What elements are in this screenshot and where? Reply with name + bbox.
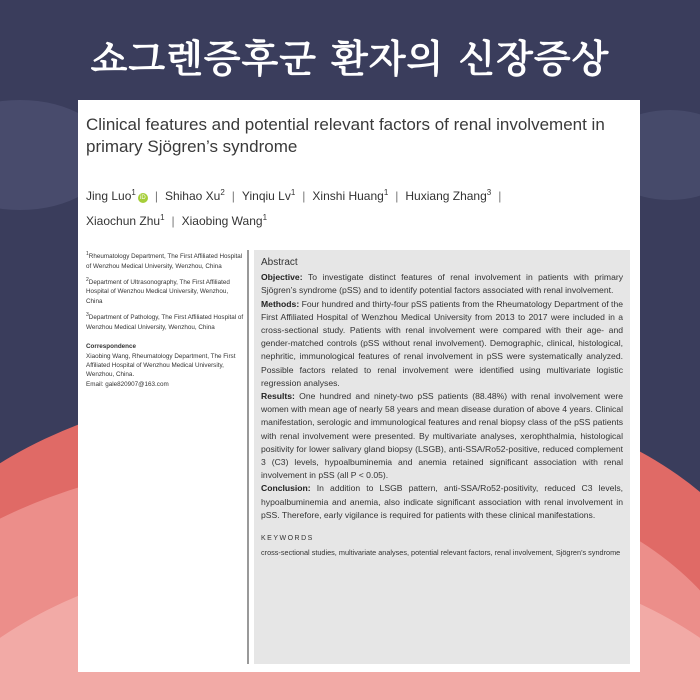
- author[interactable]: Huxiang Zhang$^3$: [405, 188, 492, 203]
- separator: |: [395, 189, 399, 203]
- keywords-text: cross-sectional studies, multivariate analyses, potential relevant factors, renal involvement, Sjögren’s syndrome: [261, 548, 621, 558]
- author[interactable]: Shihao Xu$^2$: [164, 188, 225, 203]
- separator: |: [498, 189, 502, 203]
- separator: |: [171, 214, 175, 228]
- abstract-conclusion: Conclusion: In addition to LSGB pattern, anti-SSA/Ro52-positivity, reduced C3 levels, hypoalbuminemia and anemia, also indicate significant association with renal involvement in pSS. Therefore, early vigilance is required for patients with these clinical manifestations.: [261, 483, 624, 520]
- paper-title: Clinical features and potential relevant factors of renal involvement in primary Sjögren’s syndrome: [86, 115, 605, 156]
- correspondence-heading: Correspondence: [86, 343, 137, 351]
- keywords-heading: KEYWORDS: [261, 535, 314, 543]
- author[interactable]: Xiaochun Zhu$^1$: [86, 213, 165, 228]
- correspondence-email[interactable]: Email: gale820907@163.com: [86, 380, 169, 388]
- separator: |: [231, 189, 235, 203]
- author-list: [86, 182, 631, 232]
- abstract-box: [254, 250, 630, 664]
- author[interactable]: Yinqiu Lv$^1$: [241, 188, 296, 203]
- abstract-methods: Methods: Four hundred and thirty-four pSS patients from the Rheumatology Department of the First Affiliated Hospital of Wenzhou Medical University from 2013 to 2017 were included in a cross-sectional study. Patients with renal involvement were compared with their age- and gender-matched controls (pSS without renal involvement). Demographic, clinical, histological, nephritic, immunological features of renal involvement in pSS were systematically analyzed. Possible factors related to renal involvement were identified using multivariate logistic regression analyses.: [261, 298, 624, 388]
- affiliation: $^3$Department of Pathology, The First Affiliated Hospital of Wenzhou Medical University, Wenzhou, China: [86, 312, 244, 331]
- abstract-results: Results: One hundred and ninety-two pSS patients (88.48%) with renal involvement were women with mean age of nearly 58 years and mean disease duration of above 4 years. Clinical manifestation, serologic and immunological features and renal biopsy class of the pSS patients with renal involvement were presented. By multivariate analyses, xerophthalmia, histological positivity for lower salivary gland biopsy (LSGB), anti-SSA/Ro52-positive, reduced complement 3 (C3) levels, hypoalbuminemia and anemia retained significant association with renal involvement in pSS (all P < 0.05).: [261, 391, 623, 481]
- affiliations: [86, 250, 246, 389]
- abstract-objective: Objective: To investigate distinct features of renal involvement in patients with primary Sjögren’s syndrome (pSS) and to identify potential factors associated with renal involvement.: [261, 272, 624, 296]
- orcid-icon[interactable]: iD: [138, 193, 148, 203]
- divider: [247, 250, 249, 664]
- banner-title: 쇼그렌증후군 환자의 신장증상: [90, 37, 610, 81]
- affiliation: $^2$Department of Ultrasonography, The First Affiliated Hospital of Wenzhou Medical University, Wenzhou, China: [86, 276, 230, 305]
- affiliation: $^1$Rheumatology Department, The First Affiliated Hospital of Wenzhou Medical University, Wenzhou, China: [86, 251, 243, 270]
- abstract-heading: Abstract: [261, 257, 298, 268]
- author[interactable]: Xiaobing Wang$^1$: [181, 213, 268, 228]
- author[interactable]: Jing Luo$^1$: [86, 188, 136, 203]
- separator: |: [302, 189, 306, 203]
- correspondence-text: Xiaobing Wang, Rheumatology Department, The First Affiliated Hospital of Wenzhou Medical University, Wenzhou, China.: [86, 352, 236, 379]
- author[interactable]: Xinshi Huang$^1$: [312, 188, 389, 203]
- paper-card: [78, 100, 640, 672]
- separator: |: [154, 189, 158, 203]
